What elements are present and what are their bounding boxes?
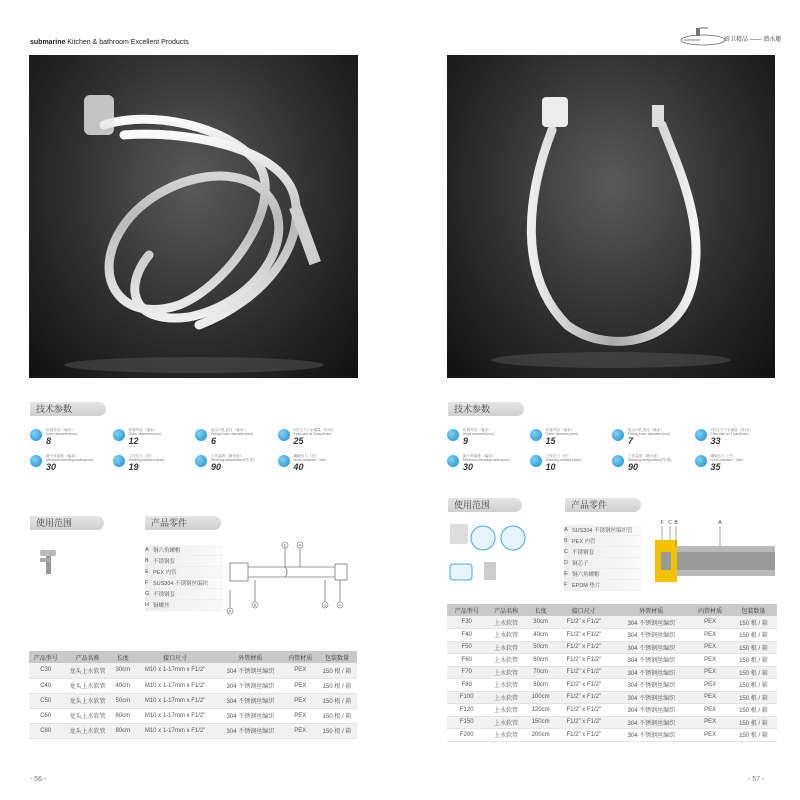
spec-burst-pressure: 爆破压力（巴） burst pressure（bar） 35 — [695, 454, 778, 476]
left-hose-diagram — [225, 538, 355, 618]
diagram-label: H — [298, 542, 302, 548]
left-product-table — [29, 651, 357, 739]
table-row: F70 上水软管 70cm F1/2" x F1/2" 304 不锈钢丝编织 PEX 150 根 / 箱 — [447, 666, 777, 679]
left-parts-heading: 产品零件 — [145, 516, 221, 530]
spec-fitting-diameter: 接头内孔直径（毫米） Fitting inner diameter(mm) 6 — [195, 428, 278, 450]
table-row: C40 龙头上水软管 40cm M10 x 1-17mm x F1/2" 304 不锈钢丝编织 PEX 150 根 / 箱 — [29, 678, 357, 693]
submarine-logo-icon — [678, 22, 728, 48]
right-tech-heading: 技术参数 — [448, 402, 524, 416]
left-parts-list — [145, 545, 223, 611]
spec-fitting-diameter: 接头内孔直径（毫米） Fitting inner diameter(mm) 7 — [612, 428, 695, 450]
left-spec-grid — [30, 428, 360, 476]
right-spec-grid — [447, 428, 777, 476]
right-page-number: - 57 - — [748, 776, 765, 783]
diagram-label: F — [338, 602, 342, 608]
spec-working-temperature: 工作温度（摄氏度） Working temperature(℃度) 90 — [195, 454, 278, 476]
right-usage-icons — [448, 522, 530, 592]
right-header-logo: submarine 厨卫精品 —— 潜水艇 — [678, 22, 773, 50]
diagram-label: F — [660, 520, 664, 526]
part-item: D 铜芯子 — [564, 558, 642, 569]
thermometer-icon — [195, 455, 207, 467]
part-item: A 铜六角螺帽 — [145, 545, 223, 556]
spec-flow-rate: 3巴压力下水流量（升/分） Flow rate at 3 bar(l/min) 25 — [278, 428, 361, 450]
right-product-photo — [447, 55, 775, 378]
part-item: E 铜六角螺帽 — [564, 569, 642, 580]
braided-hose-image — [29, 55, 358, 378]
fitting-icon — [612, 429, 624, 441]
diagram-label: B — [674, 520, 678, 526]
table-row: F60 上水软管 60cm F1/2" x F1/2" 304 不锈钢丝编织 PEX 150 根 / 箱 — [447, 654, 777, 667]
spec-outer-diameter: 软管外径（毫米） Outer diameter(mm) 15 — [530, 428, 613, 450]
spec-working-temperature: 工作温度（摄氏度） Working temperature(℃度) 90 — [612, 454, 695, 476]
right-product-table — [447, 604, 777, 742]
basin-icon — [471, 526, 495, 550]
right-hose-cutaway — [650, 518, 775, 603]
diagram-label: G — [323, 602, 327, 608]
part-item: G 不锈钢套 — [145, 589, 223, 600]
diameter-icon — [30, 429, 42, 441]
part-item: F SUS304 不锈钢丝编织 — [145, 578, 223, 589]
right-parts-list — [564, 525, 642, 591]
spec-inner-diameter: 软管外径（毫米） Inner diameter(mm) 8 — [30, 428, 113, 450]
braided-hose-image — [447, 55, 775, 378]
flow-icon — [695, 429, 707, 441]
spec-outer-diameter: 软管外径（毫米） Outer diameter(mm) 12 — [113, 428, 196, 450]
right-parts-heading: 产品零件 — [565, 498, 641, 512]
part-item: B PEX 内管 — [564, 536, 642, 547]
table-row: F150 上水软管 150cm F1/2" x F1/2" 304 不锈钢丝编织 PEX 150 根 / 箱 — [447, 716, 777, 729]
table-row: F200 上水软管 200cm F1/2" x F1/2" 304 不锈钢丝编织 PEX 150 根 / 箱 — [447, 729, 777, 742]
toilet-icon — [501, 526, 525, 550]
burst-icon — [695, 455, 707, 467]
table-row: C60 龙头上水软管 60cm M10 x 1-17mm x F1/2" 304 不锈钢丝编织 PEX 150 根 / 箱 — [29, 708, 357, 723]
burst-icon — [278, 455, 290, 467]
table-row: C80 龙头上水软管 80cm M10 x 1-17mm x F1/2" 304 不锈钢丝编织 PEX 150 根 / 箱 — [29, 723, 357, 738]
spec-bending-radius: 最小弯曲度（毫米） Minimum bending radius(mm) 30 — [30, 454, 113, 476]
faucet-icon — [450, 524, 468, 544]
diagram-label: B — [253, 602, 257, 608]
part-item: H 铜螺丝 — [145, 600, 223, 611]
part-item: F EPDM 垫片 — [564, 580, 642, 591]
diameter-icon — [113, 429, 125, 441]
diagram-label: A — [228, 608, 232, 614]
left-page-number: - 56 - — [30, 776, 47, 783]
table-header-row: 产品型号 产品名称 长度 接口尺寸 外管材质 内管材质 包装数量 — [447, 604, 777, 616]
part-item: E PEX 内管 — [145, 567, 223, 578]
fitting-icon — [195, 429, 207, 441]
diagram-label: C — [668, 520, 672, 526]
diagram-label: E — [283, 542, 287, 548]
pressure-icon — [530, 455, 542, 467]
flow-icon — [278, 429, 290, 441]
pressure-icon — [113, 455, 125, 467]
spec-flow-rate: 3巴压力下水流量（升/分） Flow rate at 3 bar(l/min) 33 — [695, 428, 778, 450]
faucet-icon — [36, 548, 60, 578]
table-row: F30 上水软管 30cm F1/2" x F1/2" 304 不锈钢丝编织 PEX 150 根 / 箱 — [447, 616, 777, 629]
table-row: F40 上水软管 40cm F1/2" x F1/2" 304 不锈钢丝编织 PEX 150 根 / 箱 — [447, 629, 777, 642]
heater-icon — [484, 562, 496, 580]
left-product-photo — [29, 55, 358, 378]
spec-inner-diameter: 软管外径（毫米） Inner diameter(mm) 9 — [447, 428, 530, 450]
table-row: F80 上水软管 80cm F1/2" x F1/2" 304 不锈钢丝编织 PEX 150 根 / 箱 — [447, 679, 777, 692]
left-tech-heading: 技术参数 — [30, 402, 106, 416]
part-item: B 不锈钢套 — [145, 556, 223, 567]
spec-working-pressure: 工作压力（巴） Working pressure(bar) 19 — [113, 454, 196, 476]
spec-working-pressure: 工作压力（巴） Working pressure(bar) 10 — [530, 454, 613, 476]
table-row: C30 龙头上水软管 30cm M10 x 1-17mm x F1/2" 304 不锈钢丝编织 PEX 150 根 / 箱 — [29, 663, 357, 678]
table-row: C50 龙头上水软管 50cm M10 x 1-17mm x F1/2" 304 不锈钢丝编织 PEX 150 根 / 箱 — [29, 693, 357, 708]
table-row: F120 上水软管 120cm F1/2" x F1/2" 304 不锈钢丝编织 PEX 150 根 / 箱 — [447, 704, 777, 717]
spec-bending-radius: 最小弯曲度（毫米） Minimum bending radius(mm) 30 — [447, 454, 530, 476]
part-item: C 不锈钢套 — [564, 547, 642, 558]
diameter-icon — [447, 429, 459, 441]
diagram-label: A — [718, 520, 722, 526]
left-header-brand: submarine Kitchen & bathroom Excellent Products — [30, 39, 189, 46]
table-row: F100 上水软管 100cm F1/2" x F1/2" 304 不锈钢丝编织 PEX 150 根 / 箱 — [447, 691, 777, 704]
right-usage-heading: 使用范围 — [448, 498, 522, 512]
diameter-icon — [530, 429, 542, 441]
bend-icon — [447, 455, 459, 467]
table-header-row: 产品型号 产品名称 长度 接口尺寸 外管材质 内管材质 包装数量 — [29, 651, 357, 663]
thermometer-icon — [612, 455, 624, 467]
spec-burst-pressure: 爆破压力（巴） burst pressure（bar） 40 — [278, 454, 361, 476]
table-row: F50 上水软管 50cm F1/2" x F1/2" 304 不锈钢丝编织 PEX 150 根 / 箱 — [447, 641, 777, 654]
bend-icon — [30, 455, 42, 467]
bathtub-icon — [450, 564, 472, 580]
left-usage-heading: 使用范围 — [30, 516, 104, 530]
part-item: A SUS304 不锈钢丝编织管 — [564, 525, 642, 536]
